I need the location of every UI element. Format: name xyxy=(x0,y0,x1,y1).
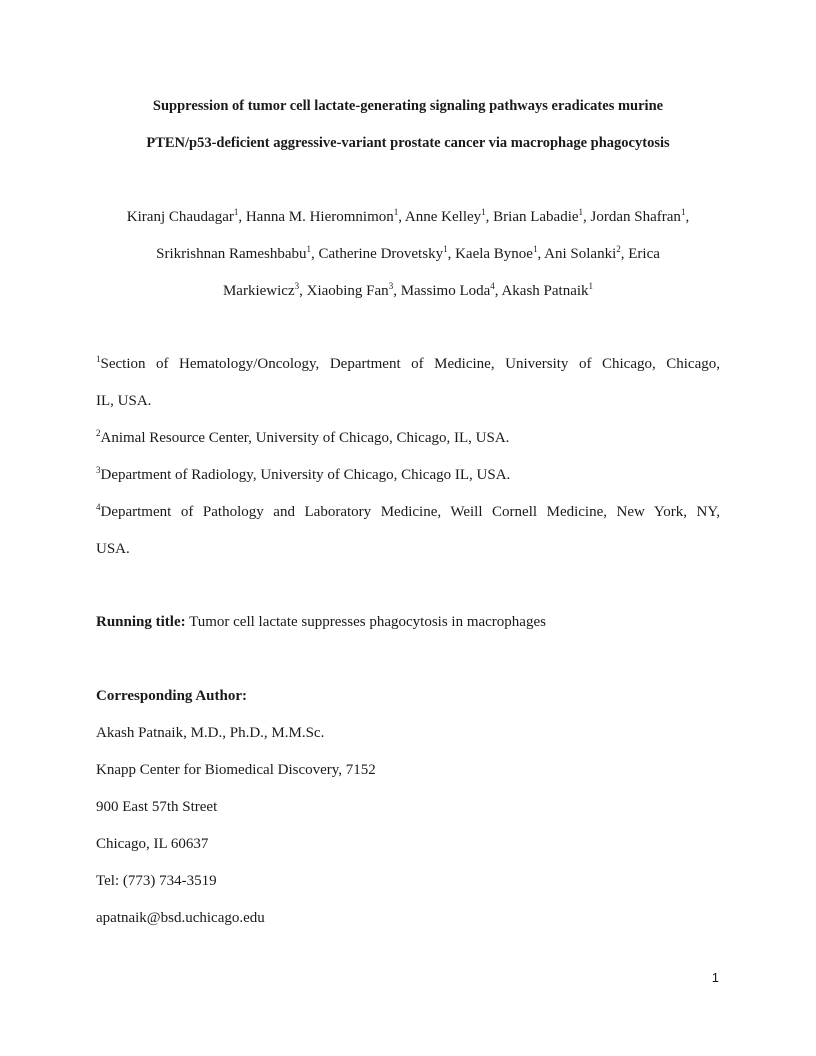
author-affiliation-mark: 1 xyxy=(306,244,312,254)
author-affiliation-mark: 1 xyxy=(588,281,594,291)
author-name: Anne Kelley xyxy=(404,209,482,225)
author-name: Akash Patnaik xyxy=(501,283,589,299)
author-affiliation-mark: 1 xyxy=(233,207,239,217)
affiliation-number: 2 xyxy=(96,428,101,438)
affiliation-text: Animal Resource Center, University of Chicago, Chicago, IL, USA. xyxy=(100,430,510,446)
affiliation-1-line-1 xyxy=(96,354,720,374)
affiliation-text: Department of Radiology, University of Chicago, Chicago IL, USA. xyxy=(100,467,511,483)
author-name: Massimo Loda xyxy=(400,283,491,299)
paper-title-line-1: Suppression of tumor cell lactate-generating signaling pathways eradicates murine xyxy=(152,98,664,114)
author-name: Hanna M. Hieromnimon xyxy=(245,209,394,225)
author-affiliation-mark: 3 xyxy=(388,281,394,291)
corresponding-author-label: Corresponding Author: xyxy=(96,688,247,704)
affiliation-3 xyxy=(96,465,720,485)
affiliation-text: Department of Pathology and Laboratory Medicine, Weill Cornell Medicine, New York, NY, xyxy=(100,504,720,520)
author-affiliation-mark: 1 xyxy=(393,207,399,217)
running-title-text: Tumor cell lactate suppresses phagocytosis in macrophages xyxy=(185,614,546,630)
corresponding-city: Chicago, IL 60637 xyxy=(96,836,209,852)
author-affiliation-mark: 4 xyxy=(490,281,495,291)
author-name: Brian Labadie xyxy=(493,209,579,225)
author-name: Ani Solanki xyxy=(544,246,617,262)
affiliation-4-line-2: USA. xyxy=(96,541,130,557)
author-affiliation-mark: 3 xyxy=(294,281,300,291)
author-line-3: Markiewicz$^3$, Xiaobing Fan$^3$, Massimo Loda$^4$, Akash Patnaik$^1$ xyxy=(222,281,594,299)
author-name-last-part: Markiewicz xyxy=(222,283,295,299)
affiliation-1-line-2: IL, USA. xyxy=(96,393,152,409)
affiliation-number: 4 xyxy=(96,502,101,512)
page-number: 1 xyxy=(711,970,719,985)
author-name: Kiranj Chaudagar xyxy=(126,209,234,225)
corresponding-email: apatnaik@bsd.uchicago.edu xyxy=(96,910,265,926)
affiliation-4-line-1 xyxy=(96,502,720,522)
author-name-first-part: Erica xyxy=(628,246,660,262)
author-affiliation-mark: 1 xyxy=(680,207,686,217)
corresponding-telephone: Tel: (773) 734-3519 xyxy=(96,873,217,889)
corresponding-address-line-2: 900 East 57th Street xyxy=(96,799,218,815)
author-affiliation-mark: 1 xyxy=(481,207,486,217)
paper-title-line-2: PTEN/p53-deficient aggressive-variant prostate cancer via macrophage phagocytosis xyxy=(146,135,670,151)
affiliation-number: 1 xyxy=(96,354,101,364)
affiliation-number: 3 xyxy=(96,465,101,475)
author-name: Srikrishnan Rameshbabu xyxy=(156,246,307,262)
corresponding-author-name: Akash Patnaik, M.D., Ph.D., M.M.Sc. xyxy=(96,725,325,741)
author-affiliation-mark: 1 xyxy=(443,244,448,254)
running-title xyxy=(96,612,720,632)
author-affiliation-mark: 1 xyxy=(532,244,538,254)
author-line-1: Kiranj Chaudagar$^1$, Hanna M. Hieromnimon$^1$, Anne Kelley$^1$, Brian Labadie$^1$, Jordan Shafran$^1$, xyxy=(126,207,690,225)
author-affiliation-mark: 2 xyxy=(616,244,621,254)
affiliation-2 xyxy=(96,428,720,448)
corresponding-address-line-1: Knapp Center for Biomedical Discovery, 7152 xyxy=(96,762,376,778)
author-name: Kaela Bynoe xyxy=(455,246,533,262)
author-name: Catherine Drovetsky xyxy=(318,246,444,262)
author-name: Jordan Shafran xyxy=(590,209,681,225)
author-line-2: Srikrishnan Rameshbabu$^1$, Catherine Drovetsky$^1$, Kaela Bynoe$^1$, Ani Solanki$^2$, Erica xyxy=(156,244,660,262)
running-title-label: Running title: xyxy=(96,614,186,630)
affiliation-text: Section of Hematology/Oncology, Department of Medicine, University of Chicago, Chicago, xyxy=(100,356,720,372)
author-name: Xiaobing Fan xyxy=(306,283,389,299)
author-affiliation-mark: 1 xyxy=(578,207,584,217)
